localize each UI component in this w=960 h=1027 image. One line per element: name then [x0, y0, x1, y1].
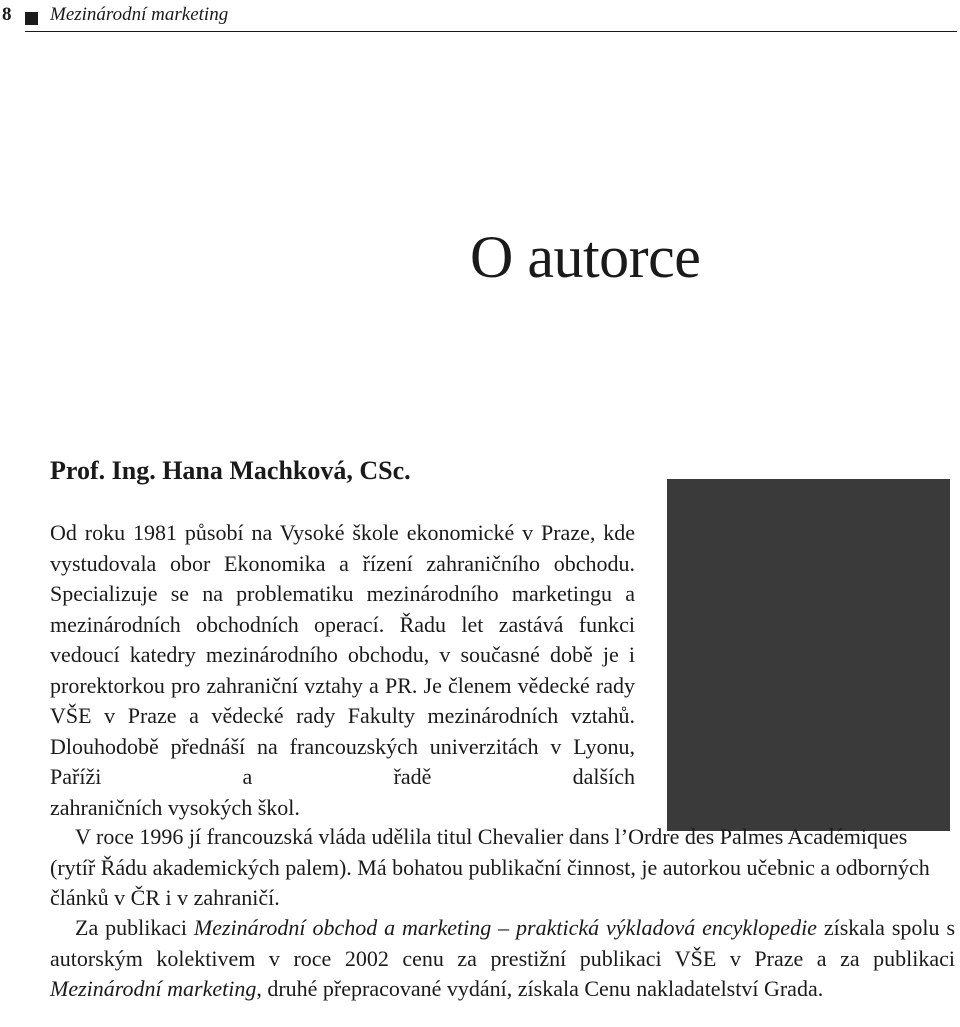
running-head-title: Mezinárodní marketing: [50, 4, 229, 25]
bio-paragraph-2: V roce 1996 jí francouzská vláda udělila titul Chevalier dans l’Ordre des Palmes Académiques (rytíř Řádu akademických palem). Má bohatou publikační činnost, je autorkou učebnic a odborných článků v ČR i v zahraničí.: [50, 824, 930, 910]
author-name: Prof. Ing. Hana Machková, CSc.: [50, 456, 411, 485]
bio-paragraph-3: [50, 913, 955, 1005]
bio-paragraph-3-middle: získala spolu s autorským kolektivem v roce 2002 cenu za prestižní publikaci VŠE v Praze a za publikaci: [50, 915, 956, 971]
book-title-encyclopedia: Mezinárodní obchod a marketing – praktická výkladová encyklopedie: [193, 915, 817, 940]
bio-paragraph-1-last-line: zahraničních vysokých škol.: [50, 794, 300, 820]
running-head: [0, 4, 960, 30]
bio-paragraph-1-text: Od roku 1981 působí na Vysoké škole ekonomické v Praze, kde vystudovala obor Ekonomika a řízení zahraničního obchodu. Specializuje se na problematiku mezinárodního marketingu a mezinárodních obchodních operací. Řadu let zastává funkci vedoucí katedry mezinárodního obchodu, v současné době je i prorektorkou pro zahraniční vztahy a PR. Je členem vědecké rady VŠE v Praze a vědecké rady Fakulty mezinárodních vztahů. Dlouhodobě přednáší na francouzských univerzitách v Lyonu, Paříži a řadě dalších: [50, 520, 635, 789]
bio-paragraph-3-end: , druhé přepracované vydání, získala Cenu nakladatelství Grada.: [256, 976, 824, 1001]
book-title-marketing: Mezinárodní marketing: [50, 976, 257, 1001]
square-bullet-icon: [25, 12, 38, 25]
header-divider: [25, 31, 957, 32]
chapter-title: O autorce: [470, 224, 701, 290]
bio-paragraph-1: [50, 518, 635, 823]
bio-paragraph-3-intro: Za publikaci: [75, 915, 194, 940]
author-photo: [667, 479, 950, 831]
page-number: 8: [2, 4, 12, 25]
